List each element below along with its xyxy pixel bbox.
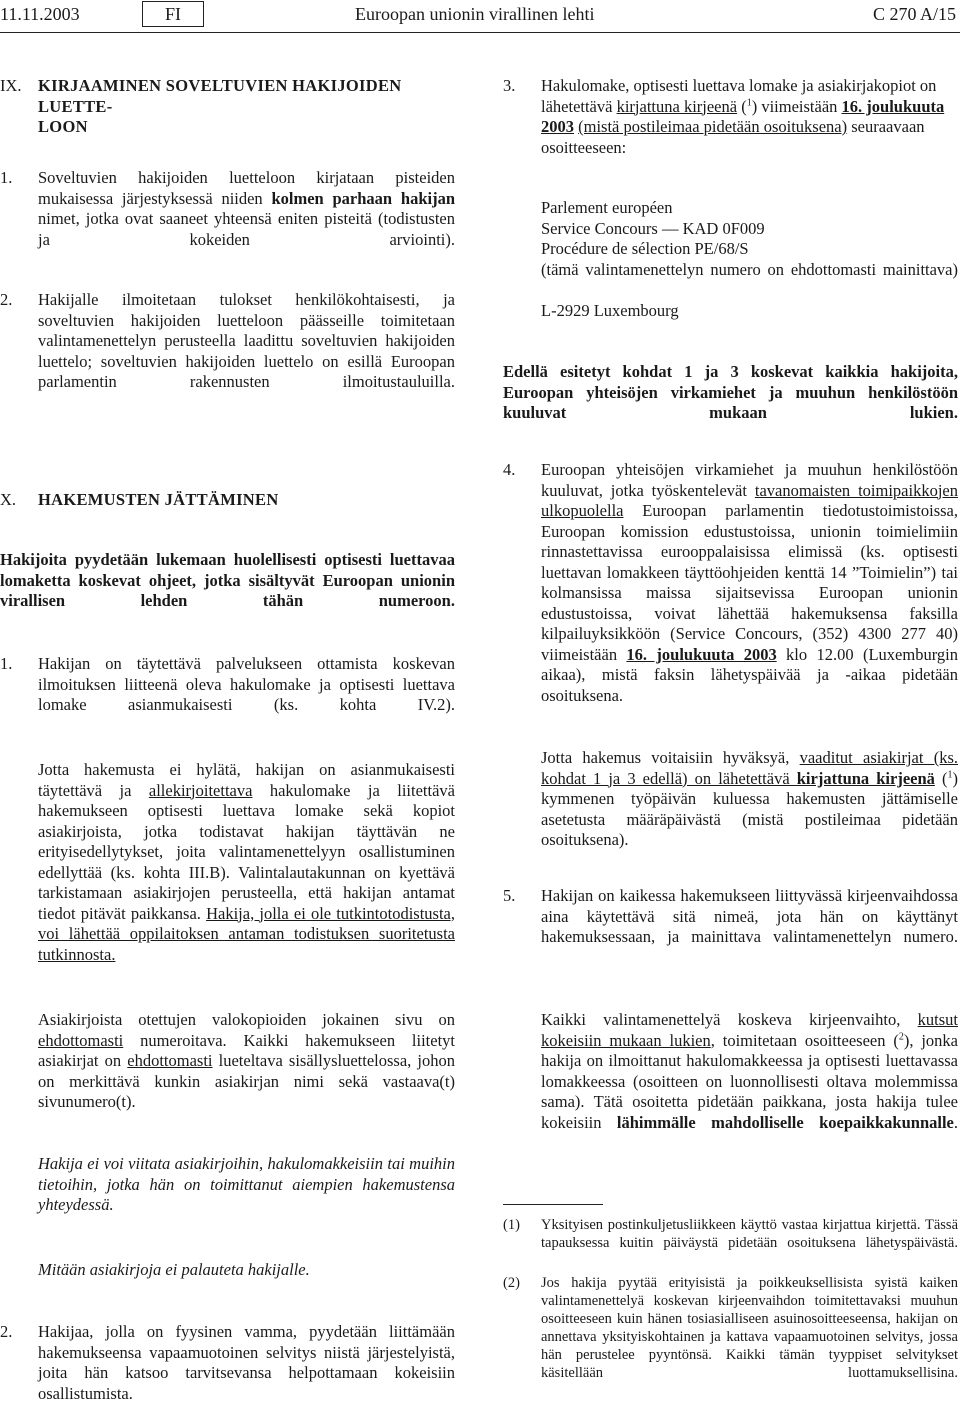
item-text: nimet, jotka ovat saaneet yhteensä eniten pisteitä (todistusten ja kokeiden arviointi).	[38, 209, 455, 249]
item-text: Hakulomake, optisesti luettava lomake ja asiakirjakopiot on lähetettävä	[541, 76, 937, 116]
item-number: 3.	[503, 76, 516, 95]
item-number: 1.	[0, 654, 13, 673]
para-text: Asiakirjoista otettujen valokopioiden jokainen sivu on	[38, 1010, 455, 1029]
para-text: ) kymmenen työpäivän kuluessa hakemusten jättämiselle asetetusta määräpäivästä (mistä postileimaa pidetään osoituksena).	[541, 768, 959, 849]
para-text: lueteltava sisällysluettelossa, johon on merkittävä kunkin asiakirjan nimi sekä vastaava(t) sivunumero(t).	[38, 1051, 455, 1111]
para-text: Jotta hakemusta ei hylätä, hakijan on asianmukaisesti täytettävä ja	[38, 760, 455, 800]
item-text: klo 12.00 (Luxemburgin aikaa), mistä faksin lähetyspäivää ja -aikaa pidetään osoituksena.	[541, 644, 958, 705]
section-x-item-3	[503, 76, 958, 158]
section-x-item-5-para-2	[541, 1010, 958, 1154]
footnote-text: Jos hakija pyytää erityisistä ja poikkeuksellisista syistä kaiken valintamenettelyä koskevan kirjeenvaihdon toimitettavaksi muuhun osoitteeseen kuin hänen tosiasialliseen asuinosoitteeseensa, hakijan on annettava yksityiskohtainen ja kattava vapaamuotoinen selvitys, jossa hän perustelee pyyntönsä. Kaikki tämän tyyppiset selvitykset käsitellään luottamuksellisina.	[541, 1275, 958, 1381]
para-text: Jotta hakemus voitaisiin hyväksyä,	[541, 748, 800, 767]
footnote-number: (1)	[503, 1217, 520, 1233]
section-ix-heading	[0, 76, 455, 138]
item-text: Hakijaa, jolla on fyysinen vamma, pyydetään liittämään hakemukseensa vapaamuotoinen selvitys niistä järjestelyistä, joita hän katsoo tarvitsevansa helpottamaan kokeisiin osallistumista.	[38, 1322, 455, 1403]
publication-date: 11.11.2003	[0, 4, 80, 24]
postal-address	[541, 198, 958, 321]
address-line: Procédure de sélection PE/68/S	[541, 239, 749, 258]
footnote-text: Yksityisen postinkuljetusliikkeen käyttö vastaa kirjattua kirjettä. Tässä tapauksessa kuitin päiväystä pidetään osoituksena lähetyspäivästä.	[541, 1217, 958, 1251]
section-x-item-1	[0, 654, 455, 736]
footnote-ref: 1	[947, 769, 953, 780]
para-text: hakulomake ja liitettävä hakemukseen optisesti luettava lomake sekä kopiot asiakirjoista, jotka todistavat hakijan täyttävän ne erityisedellytykset, joita valintamenettelyyn osallistuminen edellyttää (ks. kohta III.B). Valintalautakunnan on kyettävä tarkistamaan asiakirjojen perusteella, että hakijan antamat tiedot pitävät paikkansa.	[38, 780, 455, 923]
section-ix-item-1	[0, 168, 455, 271]
section-x-intro	[0, 550, 455, 632]
para-text-bold: lähimmälle mahdolliselle koepaikkakunnalle	[616, 1112, 954, 1132]
header-rule	[0, 32, 960, 33]
para-text-underlined: kutsut kokeisiin mukaan lukien	[541, 1010, 958, 1050]
item-text-underlined: tavanomaisten toimipaikkojen ulkopuolella	[541, 480, 958, 520]
para-text: .	[953, 1112, 959, 1132]
section-x-item-1-para-3	[38, 1010, 455, 1133]
page-header	[0, 0, 960, 34]
section-x-item-5	[503, 886, 958, 968]
section-x-item-1-para-5	[38, 1260, 455, 1281]
item-number: 2.	[0, 1322, 13, 1341]
footnote-ref: 2	[898, 1031, 904, 1042]
item-number: 5.	[503, 886, 516, 905]
section-x-item-4	[503, 460, 958, 727]
section-x-item-4-para-2	[541, 748, 958, 871]
para-text-underlined: ehdottomasti	[127, 1051, 213, 1070]
footnote-1	[503, 1216, 958, 1270]
section-x-numeral: X.	[0, 490, 17, 509]
para-text: , toimitetaan osoitteeseen (	[710, 1030, 899, 1050]
para-text-underlined: allekirjoitettava	[148, 780, 253, 800]
para-text-italic: Hakija ei voi viitata asiakirjoihin, hakulomakkeisiin tai muihin tietoihin, jotka hän on toimittanut aiempien hakemustensa yhteydessä.	[38, 1154, 455, 1214]
section-ix-numeral: IX.	[0, 76, 22, 95]
intro-text: Hakijoita pyydetään lukemaan huolellisesti optisesti luettavaa lomaketta koskevat ohjeet, jotka sisältyvät Euroopan unionin virallisen lehden tähän numeroon.	[0, 550, 455, 610]
address-line: L-2929 Luxembourg	[541, 300, 679, 320]
section-ix-title-line1: KIRJAAMINEN SOVELTUVIEN HAKIJOIDEN LUETTE-	[38, 76, 402, 116]
item-text-underlined: kirjattuna kirjeenä	[616, 96, 738, 116]
section-ix-item-2	[0, 290, 455, 413]
deadline-date: 16. joulukuuta 2003	[541, 96, 945, 136]
section-x-heading	[0, 490, 455, 511]
para-text: Kaikki valintamenettelyä koskeva kirjeenvaihto,	[541, 1010, 918, 1029]
item-text: Euroopan yhteisöjen virkamiehet ja muuhun henkilöstöön kuuluvat, jotka työskentelevät	[541, 460, 958, 500]
item-text: Euroopan parlamentin tiedotustoimistoissa, Euroopan komission edustustoissa, unionin toimielimiin rinnastettavissa eurooppalaisissa elimissä (ks. optisesti luettavan lomakkeen täyttöohjeiden kenttä 14 ”Toimielin”) tai kolmansissa maissa sijaitsevissa Euroopan unionin edustustoissa, voivat lähettää hakemuksensa faksilla kilpailuyksikköön (Service Concours, (352) 4300 277 40) viimeistään	[541, 501, 958, 664]
item-text: ) viimeistään	[751, 96, 842, 116]
address-line: (tämä valintamenettelyn numero on ehdottomasti mainittava)	[541, 259, 958, 279]
footnote-ref: 1	[746, 97, 752, 108]
section-x-item-1-para-4	[38, 1154, 455, 1236]
section-ix-title-line2: LOON	[38, 117, 88, 136]
footnote-rule	[503, 1204, 603, 1205]
item-text: Soveltuvien hakijoiden luetteloon kirjataan pisteiden mukaisessa järjestyksessä niiden	[38, 168, 455, 208]
para-text: numeroitava. Kaikki hakemukseen liitetyt asiakirjat on	[38, 1030, 455, 1070]
deadline-date: 16. joulukuuta 2003	[626, 644, 777, 664]
item-number: 4.	[503, 460, 516, 479]
item-text: (	[737, 96, 747, 116]
para-text: ), jonka hakija on ilmoittanut hakulomakkeessa ja optisesti luettavassa lomakkeessa (osoitteen on luonnollisesti oltava molemmissa sama). Tätä osoitetta pidetään paikkana, josta hakija tulee kokeisiin	[541, 1030, 958, 1132]
item-number: 1.	[0, 168, 13, 187]
address-line: Parlement européen	[541, 198, 673, 217]
item-text: Hakijan on kaikessa hakemukseen liittyvässä kirjeenvaihdossa aina käytettävä sitä nimeä, jota hän on käyttänyt hakemuksessaan, ja mainittava valintamenettelyn numero.	[541, 886, 958, 946]
para-text-underlined: ehdottomasti	[38, 1030, 124, 1050]
journal-title: Euroopan unionin virallinen lehti	[355, 4, 595, 24]
item-text: Hakijalle ilmoitetaan tulokset henkilökohtaisesti, ja soveltuvien hakijoiden luetteloon päässeille toimitetaan valintamenettelyn perusteella laadittu soveltuvien hakijoiden luettelo; soveltuvien hakijoiden luettelo on esillä Euroopan parlamentin rakennusten ilmoitustauluilla.	[38, 290, 455, 391]
para-text-italic: Mitään asiakirjoja ei palauteta hakijalle.	[38, 1260, 310, 1279]
page-reference: C 270 A/15	[872, 4, 956, 24]
footnote-2	[503, 1274, 958, 1400]
section-x-item-2	[0, 1322, 455, 1425]
para-text: (	[934, 768, 948, 788]
section-x-item-1-para-2	[38, 760, 455, 986]
footnote-number: (2)	[503, 1275, 520, 1291]
section-x-title: HAKEMUSTEN JÄTTÄMINEN	[38, 490, 279, 509]
note-text: Edellä esitetyt kohdat 1 ja 3 koskevat kaikkia hakijoita, Euroopan yhteisöjen virkamiehet ja muuhun henkilöstöön kuuluvat mukaan lukien.	[503, 362, 958, 422]
bold-note	[503, 362, 958, 444]
item-text: Hakijan on täytettävä palvelukseen ottamista koskevan ilmoituksen liitteenä oleva hakulomake ja optisesti luettava lomake asianmukaisesti (ks. kohta IV.2).	[38, 654, 455, 714]
item-text-bold: kolmen parhaan hakijan	[271, 188, 455, 208]
para-text-underlined: Hakija, jolla ei ole tutkintotodistusta, voi lähettää oppilaitoksen antaman todistuksen suoritetusta tutkinnosta.	[38, 903, 455, 964]
item-number: 2.	[0, 290, 13, 309]
language-code: FI	[142, 1, 204, 27]
item-text: seuraavaan osoitteeseen:	[541, 117, 925, 157]
para-text-underlined: vaaditut asiakirjat (ks. kohdat 1 ja 3 edellä) on lähetettävä	[541, 748, 958, 788]
para-text-bold-underlined: kirjattuna kirjeenä	[796, 768, 935, 788]
item-text-underlined: (mistä postileimaa pidetään osoituksena)	[578, 117, 848, 136]
address-line: Service Concours — KAD 0F009	[541, 218, 765, 238]
